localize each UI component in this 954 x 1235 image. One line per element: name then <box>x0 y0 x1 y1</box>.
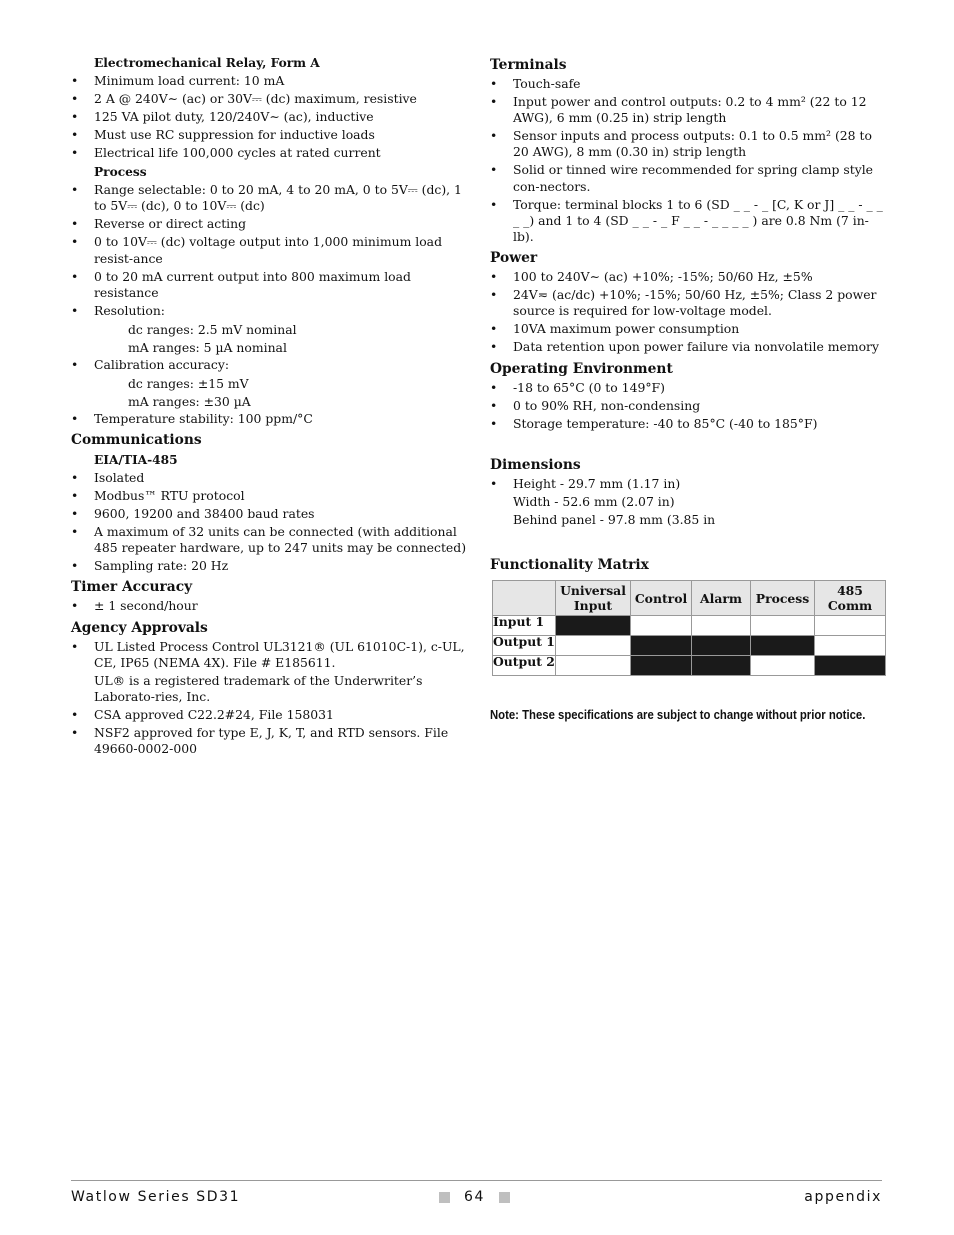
terminals-heading: Terminals <box>490 57 567 73</box>
matrix-header-row <box>493 581 886 616</box>
matrix-row-label: Output 2 <box>493 656 556 676</box>
resolution-ma: mA ranges: 5 µA nominal <box>128 339 287 355</box>
matrix-cell-filled <box>631 656 692 676</box>
list-item: • Sampling rate: 20 Hz <box>71 558 469 574</box>
matrix-cell-empty <box>556 656 631 676</box>
footer-page-block <box>439 1189 510 1205</box>
square-icon <box>499 1192 510 1203</box>
matrix-cell-filled <box>556 616 631 636</box>
list-item: • Torque: terminal blocks 1 to 6 (SD _ _ - _ [C, K or J] _ _ - _ _ _ _) and 1 to 4 (SD _ _ - _ F _ _ - _ _ _ _ ) are 0.8 Nm (7 in-lb). <box>490 197 886 246</box>
list-item: • Sensor inputs and process outputs: 0.1 to 0.5 mm² (28 to 20 AWG), 8 mm (0.30 in) strip length <box>490 128 886 160</box>
agency-list-2 <box>71 707 469 757</box>
matrix-cell-empty <box>751 656 815 676</box>
list-item: • Electrical life 100,000 cycles at rated current <box>71 145 469 161</box>
list-item: • -18 to 65°C (0 to 149°F) <box>490 380 886 396</box>
calibration-ma: mA ranges: ±30 µA <box>128 393 251 409</box>
left-column <box>71 52 469 759</box>
process-list <box>71 182 469 319</box>
dimensions-heading: Dimensions <box>490 456 581 473</box>
list-item: • 0 to 10V⎓ (dc) voltage output into 1,000 minimum load resist-ance <box>71 234 469 266</box>
spacer <box>490 530 886 552</box>
matrix-heading: Functionality Matrix <box>490 557 649 574</box>
matrix-cell-filled <box>692 636 751 656</box>
list-item: • 10VA maximum power consumption <box>490 321 886 337</box>
note: Note: These specifications are subject to change without prior notice. <box>490 708 866 723</box>
matrix-column-header: Alarm <box>692 581 751 616</box>
dim-behind: Behind panel - 97.8 mm (3.85 in <box>513 511 716 527</box>
matrix-row-label: Output 1 <box>493 636 556 656</box>
list-item: • 2 A @ 240V∼ (ac) or 30V⎓ (dc) maximum, resistive <box>71 91 469 107</box>
list-item: • Minimum load current: 10 mA <box>71 73 469 89</box>
square-icon <box>439 1192 450 1203</box>
list-item: • Range selectable: 0 to 20 mA, 4 to 20 mA, 0 to 5V⎓ (dc), 1 to 5V⎓ (dc), 0 to 10V⎓ (dc) <box>71 182 469 214</box>
list-item: • Isolated <box>71 470 469 486</box>
list-item: • Touch-safe <box>490 76 886 92</box>
matrix-column-header: Process <box>751 581 815 616</box>
functionality-matrix <box>492 580 886 676</box>
agency-ul-note: UL® is a registered trademark of the Underwriter’s Laborato-ries, Inc. <box>94 672 423 705</box>
agency-heading: Agency Approvals <box>71 619 208 636</box>
power-heading: Power <box>490 250 538 267</box>
list-item: • Calibration accuracy: <box>71 357 469 373</box>
dimensions-list <box>490 476 886 492</box>
list-item: • CSA approved C22.2#24, File 158031 <box>71 707 469 723</box>
matrix-cell-empty <box>751 616 815 636</box>
list-item: • Reverse or direct acting <box>71 216 469 232</box>
list-item: • NSF2 approved for type E, J, K, T, and RTD sensors. File 49660-0002-000 <box>71 725 469 757</box>
env-heading: Operating Environment <box>490 360 673 377</box>
list-item: • ± 1 second/hour <box>71 598 469 614</box>
process-heading: Process <box>94 165 147 180</box>
matrix-cell-empty <box>631 616 692 636</box>
list-item: • UL Listed Process Control UL3121® (UL 61010C-1), c-UL, CE, IP65 (NEMA 4X). File # E185611. <box>71 639 469 671</box>
footer-title: Watlow Series SD31 <box>71 1189 241 1205</box>
matrix-column-header: Control <box>631 581 692 616</box>
footer-section: appendix <box>804 1189 882 1205</box>
dim-width: Width - 52.6 mm (2.07 in) <box>513 493 675 509</box>
matrix-cell-filled <box>751 636 815 656</box>
list-item: • Input power and control outputs: 0.2 to 4 mm² (22 to 12 AWG), 6 mm (0.25 in) strip length <box>490 94 886 126</box>
matrix-row <box>493 656 886 676</box>
footer <box>71 1180 882 1221</box>
matrix-cell-empty <box>692 616 751 636</box>
eia-heading: EIA/TIA-485 <box>94 453 178 468</box>
matrix-cell-filled <box>692 656 751 676</box>
page-number: 64 <box>464 1189 486 1205</box>
list-item: • Height - 29.7 mm (1.17 in) <box>490 476 886 492</box>
list-item: • Solid or tinned wire recommended for spring clamp style con-nectors. <box>490 162 886 194</box>
list-item: • Data retention upon power failure via nonvolatile memory <box>490 339 886 355</box>
terminals-list <box>490 76 886 245</box>
timer-list <box>71 598 469 614</box>
matrix-cell-empty <box>815 616 886 636</box>
list-item: • 100 to 240V∼ (ac) +10%; -15%; 50/60 Hz, ±5% <box>490 269 886 285</box>
matrix-row <box>493 636 886 656</box>
list-item: • Modbus™ RTU protocol <box>71 488 469 504</box>
spacer <box>490 434 886 452</box>
eia-list <box>71 470 469 574</box>
matrix-cell-filled <box>631 636 692 656</box>
list-item: • Temperature stability: 100 ppm/°C <box>71 411 469 427</box>
list-item: • 0 to 20 mA current output into 800 maximum load resistance <box>71 269 469 301</box>
relay-list <box>71 73 469 161</box>
list-item: • Resolution: <box>71 303 469 319</box>
matrix-row-label: Input 1 <box>493 616 556 636</box>
env-list <box>490 380 886 432</box>
matrix-row <box>493 616 886 636</box>
list-item: • Storage temperature: -40 to 85°C (-40 to 185°F) <box>490 416 886 432</box>
power-list <box>490 269 886 355</box>
matrix-column-header: 485 Comm <box>815 581 886 616</box>
list-item: • Must use RC suppression for inductive loads <box>71 127 469 143</box>
relay-heading: Electromechanical Relay, Form A <box>94 56 320 70</box>
list-item: • 125 VA pilot duty, 120/240V∼ (ac), inductive <box>71 109 469 125</box>
agency-list-1 <box>71 639 469 671</box>
temp-list <box>71 411 469 427</box>
matrix-cell-filled <box>815 656 886 676</box>
resolution-dc: dc ranges: 2.5 mV nominal <box>128 321 297 337</box>
list-item: • 24V≂ (ac/dc) +10%; -15%; 50/60 Hz, ±5%; Class 2 power source is required for low-voltage model. <box>490 287 886 319</box>
communications-heading: Communications <box>71 432 202 449</box>
matrix-column-header: Universal Input <box>556 581 631 616</box>
right-column <box>490 52 886 724</box>
matrix-cell-empty <box>556 636 631 656</box>
calibration-dc: dc ranges: ±15 mV <box>128 375 249 391</box>
list-item: • A maximum of 32 units can be connected (with additional 485 repeater hardware, up to 247 units may be connected) <box>71 524 469 556</box>
calibration-list <box>71 357 469 373</box>
list-item: • 9600, 19200 and 38400 baud rates <box>71 506 469 522</box>
matrix-corner <box>493 581 556 616</box>
timer-heading: Timer Accuracy <box>71 579 193 596</box>
matrix-cell-empty <box>815 636 886 656</box>
list-item: • 0 to 90% RH, non-condensing <box>490 398 886 414</box>
